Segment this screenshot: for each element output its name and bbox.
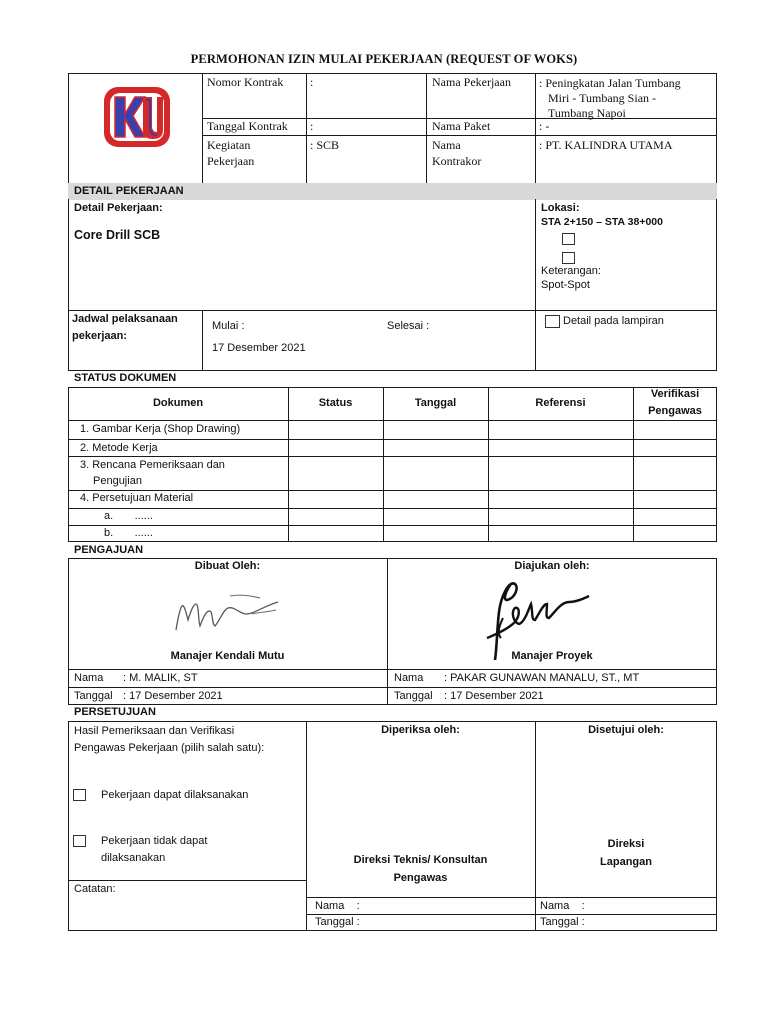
nama-label-right: Nama — [394, 672, 424, 684]
keterangan-label: Keterangan: — [541, 265, 601, 277]
table-row: 2. Metode Kerja — [80, 442, 158, 454]
col-tanggal: Tanggal — [414, 397, 457, 409]
role-direksi-teknis: Direksi Teknis/ Konsultan — [353, 854, 488, 866]
lokasi-checkbox-1[interactable] — [562, 233, 575, 245]
opsi-tidak-dapat-label-2: dilaksanakan — [101, 852, 166, 864]
detail-label: Detail Pekerjaan: — [74, 202, 163, 214]
col-dokumen: Dokumen — [152, 397, 204, 409]
nama-pekerjaan-value: : Peningkatan Jalan Tumbang — [539, 76, 681, 90]
col-verifikasi: Verifikasi — [650, 388, 700, 400]
selesai-label: Selesai : — [387, 320, 430, 332]
table-row: b. ...... — [104, 527, 153, 539]
opsi-dapat-checkbox[interactable] — [73, 789, 86, 801]
nama-label-mid: Nama : — [315, 900, 360, 912]
kegiatan-label: Kegiatan — [207, 138, 251, 152]
opsi-tidak-dapat-label: Pekerjaan tidak dapat — [101, 835, 208, 847]
role-manajer-proyek: Manajer Proyek — [511, 650, 593, 662]
nama-kontraktor-label: Nama — [432, 138, 461, 152]
mulai-value: 17 Desember 2021 — [212, 342, 306, 354]
col-verifikasi-2: Pengawas — [648, 405, 702, 417]
company-logo — [103, 86, 171, 148]
nama-label-right: Nama : — [540, 900, 585, 912]
nama-kontraktor-value: : PT. KALINDRA UTAMA — [539, 138, 673, 152]
jadwal-label: Jadwal pelaksanaan — [72, 313, 178, 325]
mulai-label: Mulai : — [212, 320, 245, 332]
catatan-label: Catatan: — [74, 883, 116, 895]
nama-paket-label: Nama Paket — [432, 119, 491, 133]
nama-label-left: Nama — [74, 672, 104, 684]
lampiran-label: Detail pada lampiran — [563, 315, 664, 327]
table-row: 3. Rencana Pemeriksaan dan — [80, 459, 225, 471]
tanggal-label-mid: Tanggal : — [315, 916, 360, 928]
signature-left — [168, 590, 283, 635]
opsi-tidak-dapat-checkbox[interactable] — [73, 835, 86, 847]
tanggal-label-right: Tanggal — [394, 690, 433, 702]
kegiatan-label-2: Pekerjaan — [207, 154, 255, 168]
hasil-label-2: Pengawas Pekerjaan (pilih salah satu): — [74, 742, 265, 754]
dibuat-oleh-label: Dibuat Oleh: — [194, 560, 261, 572]
nama-value-right: : PAKAR GUNAWAN MANALU, ST., MT — [444, 672, 640, 684]
diperiksa-oleh-label: Diperiksa oleh: — [381, 724, 460, 736]
table-row: 1. Gambar Kerja (Shop Drawing) — [80, 423, 241, 435]
hasil-label: Hasil Pemeriksaan dan Verifikasi — [74, 725, 235, 737]
role-direksi-lapangan: Direksi — [607, 838, 645, 850]
nama-value-left: : M. MALIK, ST — [123, 672, 198, 684]
section-detail-pekerjaan: DETAIL PEKERJAAN — [68, 183, 717, 200]
opsi-dapat-label: Pekerjaan dapat dilaksanakan — [101, 789, 249, 801]
section-persetujuan: PERSETUJUAN — [74, 706, 156, 718]
tanggal-value-left: : 17 Desember 2021 — [123, 690, 223, 702]
nama-paket-value: : - — [539, 119, 550, 133]
kegiatan-value: : SCB — [310, 138, 340, 152]
lokasi-label: Lokasi: — [541, 202, 580, 214]
nomor-kontrak-value: : — [310, 75, 314, 89]
nama-pekerjaan-value-2: Miri - Tumbang Sian - — [548, 91, 657, 105]
role-direksi-teknis-2: Pengawas — [393, 872, 448, 884]
lampiran-checkbox[interactable] — [545, 315, 560, 328]
keterangan-value: Spot-Spot — [541, 279, 590, 291]
col-status: Status — [318, 397, 353, 409]
col-referensi: Referensi — [535, 397, 586, 409]
nama-pekerjaan-value-3: Tumbang Napoi — [548, 106, 626, 120]
role-direksi-lapangan-2: Lapangan — [600, 856, 652, 868]
table-row: a. ...... — [104, 510, 153, 522]
diajukan-oleh-label: Diajukan oleh: — [514, 560, 590, 572]
detail-value: Core Drill SCB — [74, 228, 161, 242]
tanggal-label-right: Tanggal : — [540, 916, 585, 928]
section-pengajuan: PENGAJUAN — [74, 544, 144, 556]
role-manajer-kendali-mutu: Manajer Kendali Mutu — [170, 650, 285, 662]
tanggal-kontrak-value: : — [310, 119, 314, 133]
tanggal-label-left: Tanggal — [74, 690, 113, 702]
jadwal-label-2: pekerjaan: — [72, 330, 128, 342]
lokasi-value: STA 2+150 – STA 38+000 — [541, 216, 663, 228]
nomor-kontrak-label: Nomor Kontrak — [207, 75, 284, 89]
table-row-cont: Pengujian — [93, 475, 142, 487]
tanggal-kontrak-label: Tanggal Kontrak — [207, 119, 288, 133]
disetujui-oleh-label: Disetujui oleh: — [588, 724, 664, 736]
section-status-dokumen: STATUS DOKUMEN — [74, 372, 177, 384]
table-row: 4. Persetujuan Material — [80, 492, 194, 504]
nama-pekerjaan-label: Nama Pekerjaan — [432, 75, 511, 89]
nama-kontraktor-label-2: Kontrakor — [432, 154, 482, 168]
tanggal-value-right: : 17 Desember 2021 — [444, 690, 544, 702]
document-title: PERMOHONAN IZIN MULAI PEKERJAAN (REQUEST OF WOKS) — [190, 52, 578, 66]
